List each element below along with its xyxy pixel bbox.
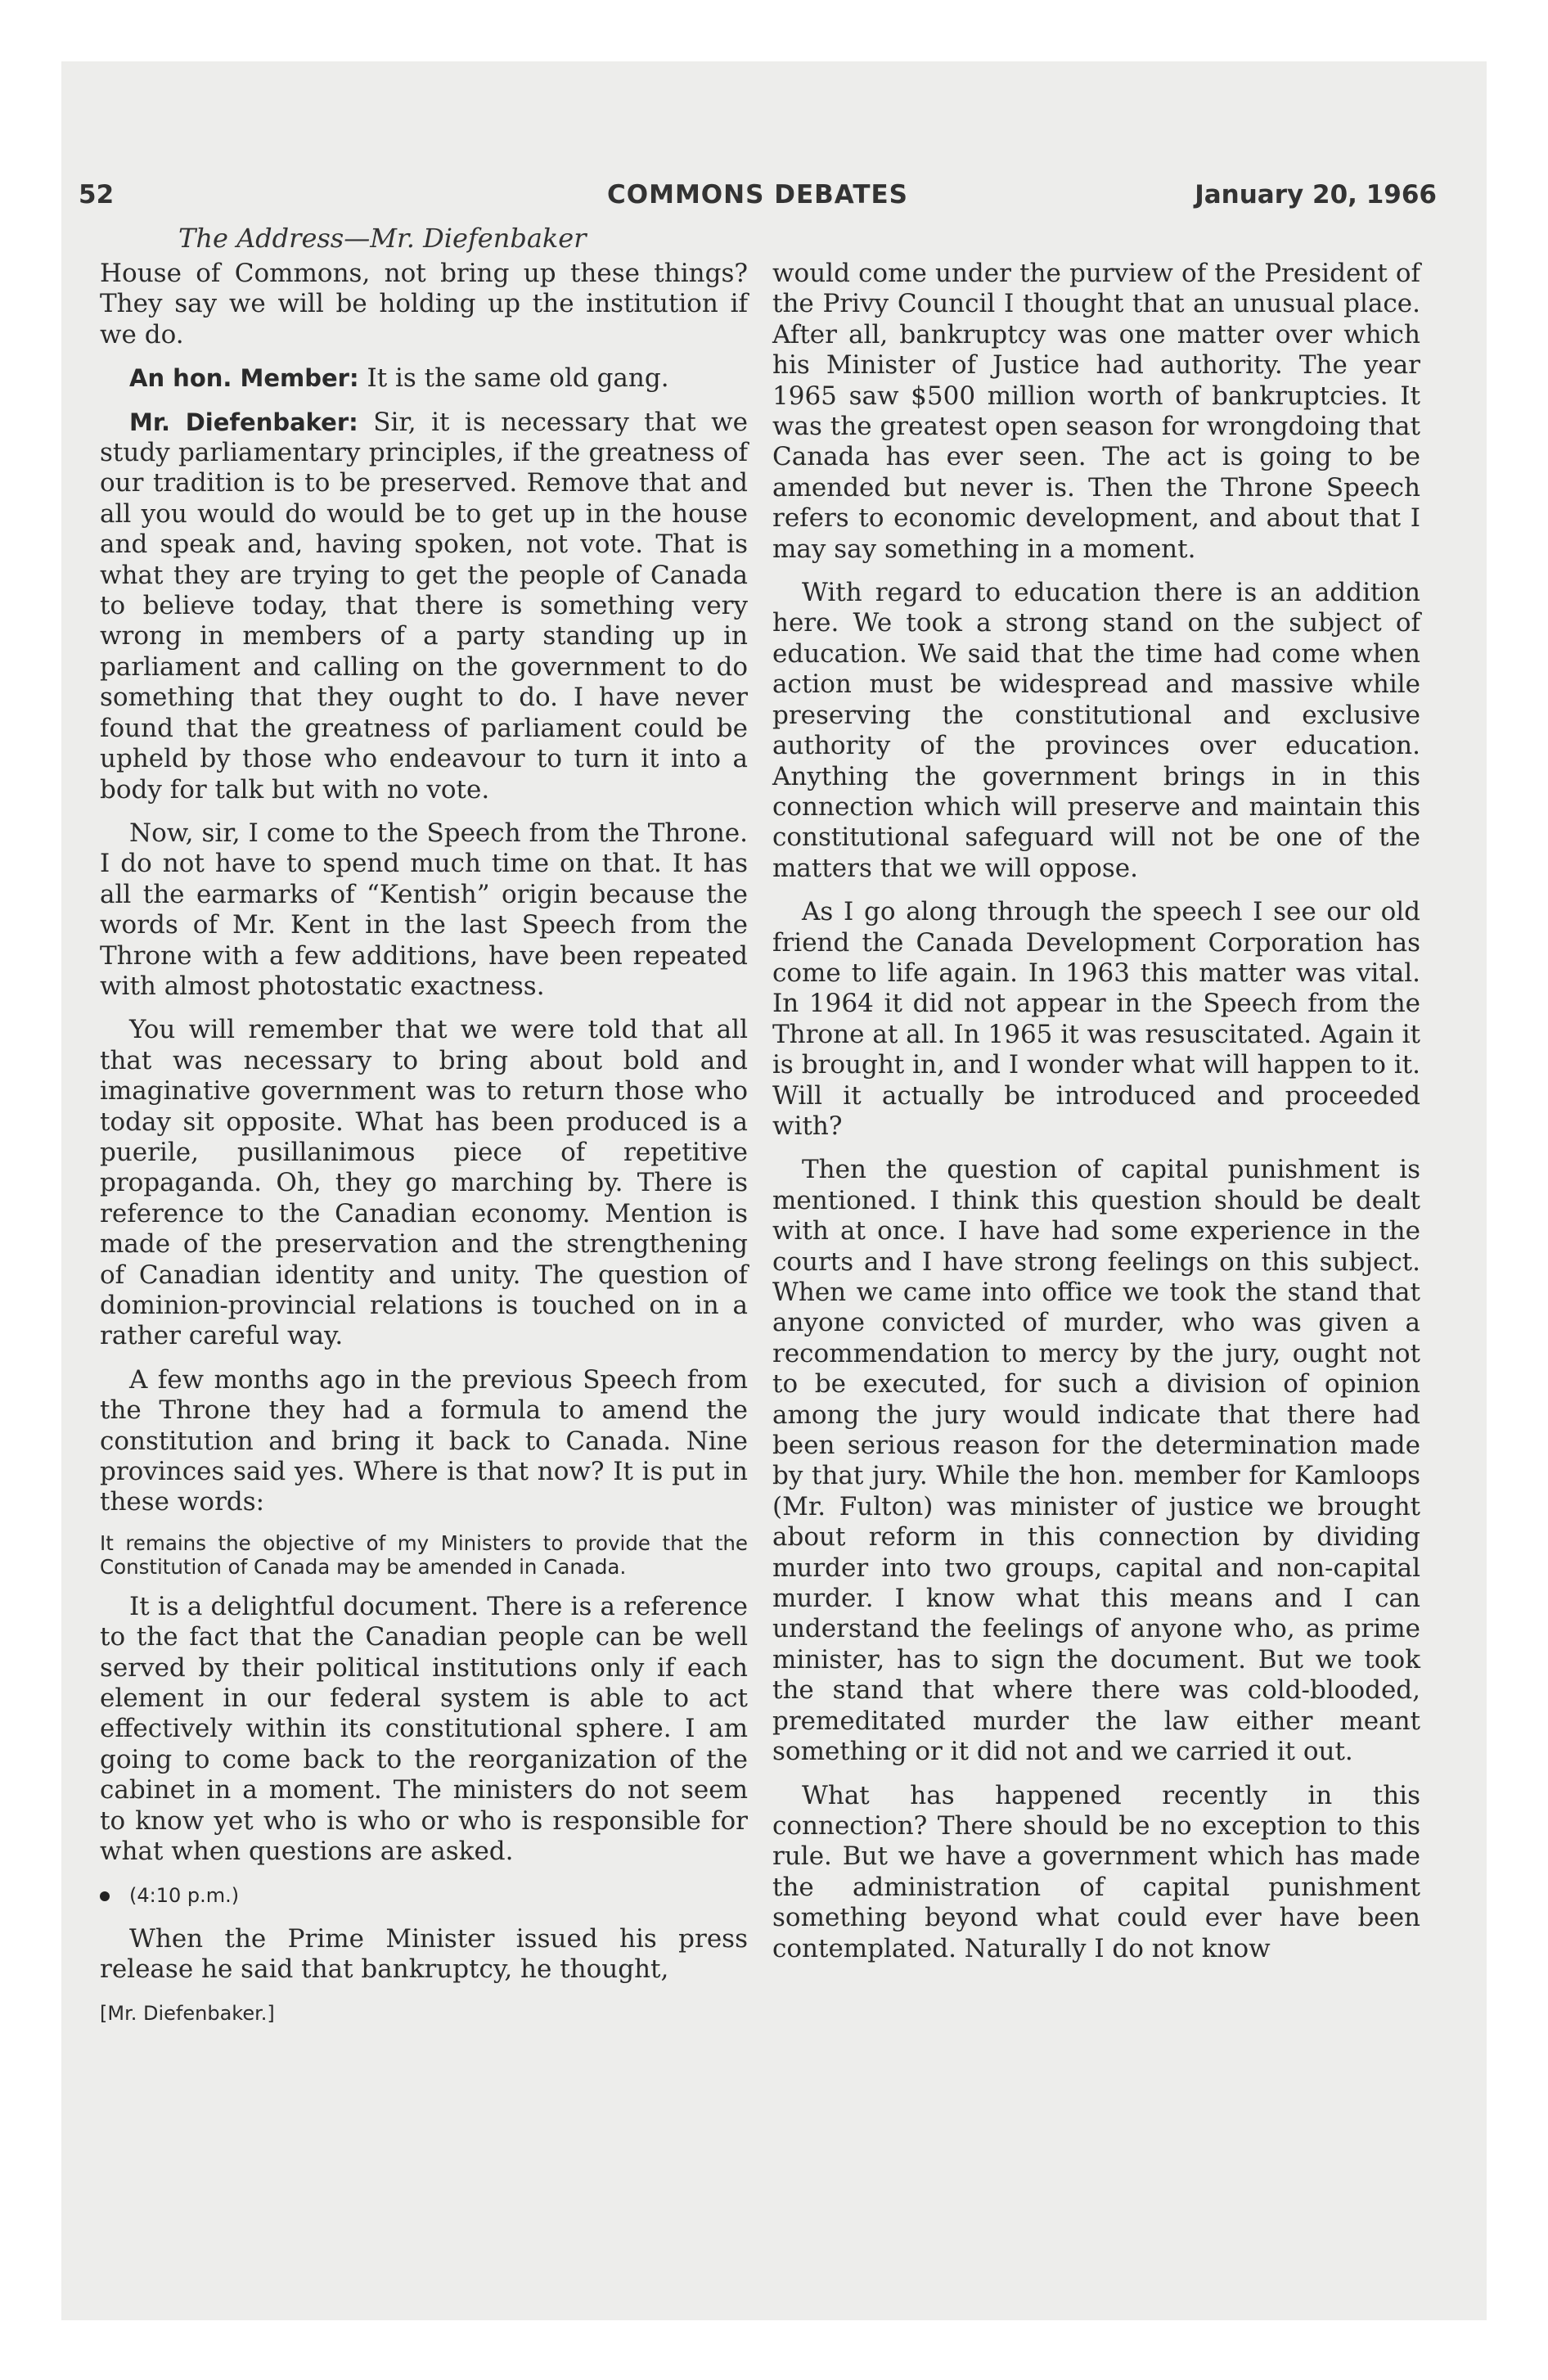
left-column xyxy=(100,259,748,2042)
time-stamp xyxy=(100,1881,748,1911)
page-number: 52 xyxy=(79,180,115,210)
speaker-paragraph xyxy=(100,363,748,394)
paragraph: With regard to education there is an addition here. We took a strong stand on the subject of education. We said that the time had come when action must be widespread and massive while preserving the constitutional and exclusive authority of the provinces over education. Anything the government brings in in this connection which will preserve and maintain this constitutional safeguard will not be one of the matters that we will oppose. xyxy=(772,578,1420,883)
page-header xyxy=(79,180,1437,229)
paragraph: House of Commons, not bring up these things? They say we will be holding up the institution if we do. xyxy=(100,259,748,349)
page-date: January 20, 1966 xyxy=(1195,180,1437,210)
right-column xyxy=(772,259,1420,1977)
paragraph: As I go along through the speech I see our old friend the Canada Development Corporation has come to life again. In 1963 this matter was vital. In 1964 it did not appear in the Speech from the Throne at all. In 1965 it was resuscitated. Again it is brought in, and I wonder what will happen to it. Will it actually be introduced and proceeded with? xyxy=(772,897,1420,1141)
speaker-name: Mr. Diefenbaker: xyxy=(129,408,358,436)
paragraph: Now, sir, I come to the Speech from the Throne. I do not have to spend much time on that. It has all the earmarks of “Kentish” origin because the words of Mr. Kent in the last Speech from the Throne with a few additions, have been repeated with almost photostatic exactness. xyxy=(100,818,748,1001)
paragraph: You will remember that we were told that all that was necessary to bring about bold and imaginative government was to return those who today sit opposite. What has been produced is a puerile, pusillanimous piece of repetitive propaganda. Oh, they go marching by. There is reference to the Canadian economy. Mention is made of the preservation and the strengthening of Canadian identity and unity. The question of dominion-provincial relations is touched on in a rather careful way. xyxy=(100,1015,748,1351)
publication-title: COMMONS DEBATES xyxy=(607,180,908,210)
paragraph: A few months ago in the previous Speech from the Throne they had a formula to amend the constitution and bring it back to Canada. Nine provinces said yes. Where is that now? It is put in these words: xyxy=(100,1364,748,1517)
speaker-footer: [Mr. Diefenbaker.] xyxy=(100,2001,275,2025)
speech-text: Sir, it is necessary that we study parliamentary principles, if the greatness of our tradition is to be preserved. Remove that and all you would do would be to get up in the house and speak and, having spoken, not vote. That is what they are trying to get the people of Canada to believe today, that there is something very wrong in members of a party standing up in parliament and calling on the government to do something that they ought to do. I have never found that the greatness of parliament could be upheld by those who endeavour to turn it into a body for talk but with no vote. xyxy=(100,407,748,805)
speaker-paragraph xyxy=(100,408,748,805)
speaker-name: An hon. Member: xyxy=(129,364,359,393)
block-quote: It remains the objective of my Ministers to provide that the Constitution of Canada may be amended in Canada. xyxy=(100,1530,748,1579)
paragraph: Then the question of capital punishment is mentioned. I think this question should be dealt with at once. I have had some experience in the courts and I have strong feelings on this subject. When we came into office we took the stand that anyone convicted of murder, who was given a recommendation to mercy by the jury, ought not to be executed, for such a division of opinion among the jury would indicate that there had been serious reason for the determination made by that jury. While the hon. member for Kamloops (Mr. Fulton) was minister of justice we brought about reform in this connection by dividing murder into two groups, capital and non-capital murder. I know what this means and I can understand the feelings of anyone who, as prime minister, has to sign the document. But we took the stand that where there was cold-blooded, premeditated murder the law either meant something or it did not and we carried it out. xyxy=(772,1155,1420,1767)
speech-text: It is the same old gang. xyxy=(358,363,669,394)
paragraph: What has happened recently in this connection? There should be no exception to this rule. But we have a government which has made the administration of capital punishment something beyond what could ever have been contemplated. Naturally I do not know xyxy=(772,1780,1420,1963)
paragraph: would come under the purview of the President of the Privy Council I thought that an unusual place. After all, bankruptcy was one matter over which his Minister of Justice had authority. The year 1965 saw $500 million worth of bankruptcies. It was the greatest open season for wrongdoing that Canada has ever seen. The act is going to be amended but never is. Then the Throne Speech refers to economic development, and about that I may say something in a moment. xyxy=(772,259,1420,564)
time-text: (4:10 p.m.) xyxy=(129,1883,240,1907)
paragraph: When the Prime Minister issued his press release he said that bankruptcy, he thought, xyxy=(100,1923,748,1985)
paragraph: It is a delightful document. There is a reference to the fact that the Canadian people can be well served by their political institutions only if each element in our federal system is able to act effectively within its constitutional sphere. I am going to come back to the reorganization of the cabinet in a moment. The ministers do not seem to know yet who is who or who is responsible for what when questions are asked. xyxy=(100,1591,748,1867)
bullet-icon xyxy=(100,1891,110,1901)
running-subhead: The Address—Mr. Diefenbaker xyxy=(178,223,587,254)
